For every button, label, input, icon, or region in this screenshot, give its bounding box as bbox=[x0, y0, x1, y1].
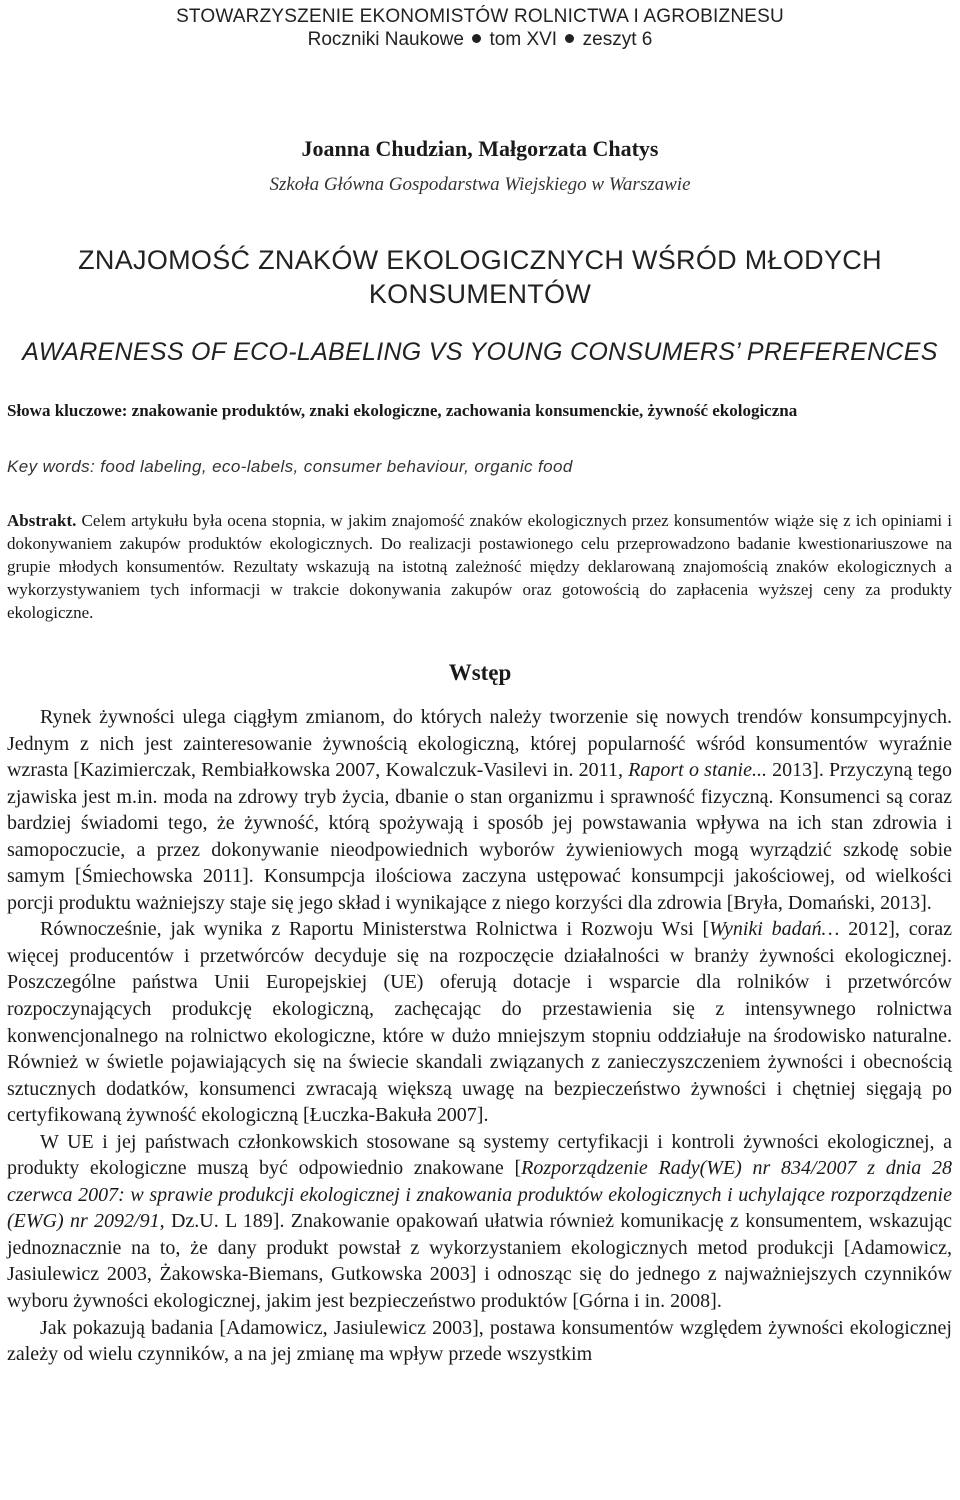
abstract-label: Abstrakt. bbox=[7, 511, 77, 530]
paragraph-text: 2013]. Przyczyną tego zjawiska jest m.in. moda na zdrowy tryb życia, dbanie o stan organizmu i sprawność fizyczną. Konsumenci są coraz bardziej świadomi tego, że żywność, którą spożywają i sposób jej powstawania wpływa na ich stan zdrowia i samopoczucie, a przez dokonywanie nieodpowiednich wyborów żywieniowych mogą wyrządzić szkodę sobie samym [Śmiechowska 2011]. Konsumpcja ilościowa zaczyna ustępować konsumpcji jakościowej, od wielkości porcji produktu ważniejszy staje się jego skład i wynikające z niego korzyści dla zdrowia [Bryła, Domański, 2013]. bbox=[7, 759, 952, 914]
bullet-icon bbox=[472, 34, 481, 43]
paragraph-italic-citation: Raport o stanie... bbox=[628, 759, 767, 782]
paper-title-english: AWARENESS OF ECO-LABELING VS YOUNG CONSUMERS’ PREFERENCES bbox=[22, 338, 938, 366]
bullet-icon bbox=[565, 34, 574, 43]
paper-title-polish: ZNAJOMOŚĆ ZNAKÓW EKOLOGICZNYCH WŚRÓD MŁODYCH KONSUMENTÓW bbox=[78, 245, 882, 309]
keywords-polish: Słowa kluczowe: znakowanie produktów, znaki ekologiczne, zachowania konsumenckie, żywność ekologiczna bbox=[7, 401, 798, 420]
keywords-english: Key words: food labeling, eco-labels, consumer behaviour, organic food bbox=[7, 457, 573, 476]
paragraph-text: 2012], coraz więcej producentów i przetwórców decyduje się na rozpoczęcie działalności w branży żywności ekologicznej. Poszczególne państwa Unii Europejskiej (UE) oferują dotacje i wsparcie dla rolników i przetwórców rozpoczynających produkcję ekologiczną, zachęcając do przestawienia się z intensywnego rolnictwa konwencjonalnego na rolnictwo ekologiczne, które w dużo mniejszym stopniu oddziałuje na środowisko naturalne. Również w świetle pojawiających się na świecie skandali związanych z zanieczyszczeniem żywności i obecnością sztucznych dodatków, konsumenci zwracają większą uwagę na bezpieczeństwo żywności i chętniej sięgają po certyfikowaną żywność ekologiczną [Łuczka-Bakuła 2007]. bbox=[7, 918, 953, 1127]
paragraph-text: Rynek żywności ulega ciągłym zmianom, do których należy tworzenie się nowych trendów konsumpcyjnych. Jednym z nich jest zainteresowanie żywnością ekologiczną, której popularność wśród konsumentów wyraźnie wzrasta [Kazimierczak, Rembiałkowska 2007, Kowalczuk-Vasilevi in. 2011, bbox=[7, 706, 952, 782]
publisher-name: STOWARZYSZENIE EKONOMISTÓW ROLNICTWA I AGROBIZNESU bbox=[176, 6, 784, 27]
journal-header bbox=[0, 5, 960, 51]
authors: Joanna Chudzian, Małgorzata Chatys bbox=[301, 136, 659, 161]
paragraph-italic-citation: Rozporządzenie Rady(WE) nr 834/2007 z dnia 28 czerwca 2007: w sprawie produkcji ekologicznej i znakowania produktów ekologicznych i uchylające rozporządzenie (EWG) nr 2092/91, bbox=[7, 1157, 952, 1233]
paragraph-text: Jak pokazują badania [Adamowicz, Jasiulewicz 2003], postawa konsumentów względem żywności ekologicznej zależy od wielu czynników, a na jej zmianę ma wpływ przede wszystkim bbox=[7, 1316, 952, 1366]
affiliation: Szkoła Główna Gospodarstwa Wiejskiego w Warszawie bbox=[269, 174, 691, 195]
paragraph-text: Równocześnie, jak wynika z Raportu Ministerstwa Rolnictwa i Rozwoju Wsi [ bbox=[40, 918, 710, 941]
abstract bbox=[7, 509, 952, 624]
paragraph-italic-citation: Wyniki badań… bbox=[709, 918, 840, 941]
abstract-text: Celem artykułu była ocena stopnia, w jakim znajomość znaków ekologicznych przez konsumentów wiąże się z ich opiniami i dokonywaniem zakupów produktów ekologicznych. Do realizacji postawionego celu przeprowadzono badanie kwestionariuszowe na grupie młodych konsumentów. Rezultaty wskazują na istotną zależność między deklarowaną znajomością znaków ekologicznych a wykorzystywaniem tych informacji w trakcie dokonywania zakupów oraz gotowością do zapłacenia wyższej ceny za produkty ekologiczne. bbox=[7, 511, 952, 622]
paragraph bbox=[7, 1315, 952, 1368]
section-heading: Wstęp bbox=[448, 660, 512, 685]
series-name: Roczniki Naukowe bbox=[307, 29, 464, 50]
journal-series-line bbox=[0, 28, 960, 51]
body-text bbox=[7, 704, 952, 1368]
issue-label: zeszyt 6 bbox=[582, 29, 653, 50]
paragraph-text: W UE i jej państwach członkowskich stosowane są systemy certyfikacji i kontroli żywności ekologicznej, a produkty ekologiczne muszą być odpowiednio znakowane [ bbox=[7, 1130, 952, 1180]
paragraph bbox=[7, 704, 952, 916]
paragraph bbox=[7, 916, 952, 1128]
paragraph-text: Dz.U. L 189]. Znakowanie opakowań ułatwia również komunikację z konsumentem, wskazując jednoznacznie na to, że dany produkt powstał z wykorzystaniem ekologicznych metod produkcji [Adamowicz, Jasiulewicz 2003, Żakowska-Biemans, Gutkowska 2003] i odnosząc się do jednego z najważniejszych czynników wyboru żywności ekologicznej, jakim jest bezpieczeństwo produktów [Górna i in. 2008]. bbox=[7, 1210, 953, 1313]
paragraph bbox=[7, 1129, 952, 1315]
volume-label: tom XVI bbox=[489, 29, 558, 50]
